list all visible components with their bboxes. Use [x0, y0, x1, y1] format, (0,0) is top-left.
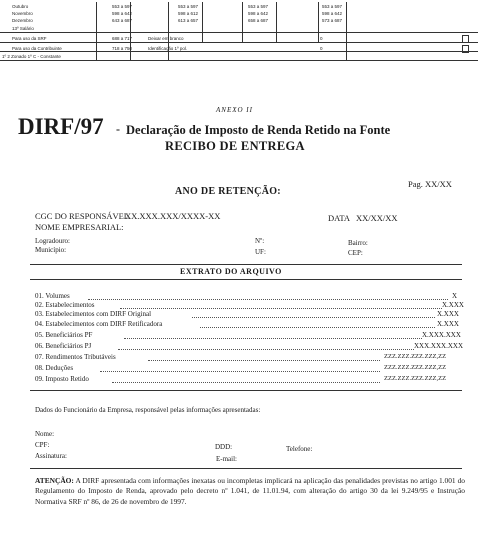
range-cell: 613 a 657 [178, 18, 199, 23]
range-cell: 598 a 642 [248, 11, 269, 16]
city-label: Município: [35, 246, 67, 254]
month-october: Outubro [12, 4, 29, 9]
mark-zero: 0 [320, 46, 323, 51]
staff-ddd-label: DDD: [215, 443, 233, 451]
extract-item-label: 01. Volumes [35, 292, 70, 300]
range-cell: 598 a 642 [322, 11, 343, 16]
date-value: XX/XX/XX [356, 213, 398, 223]
date-label: DATA [328, 213, 350, 223]
attention-text: A DIRF apresentada com informações inexatas ou incompletas implicará na aplicação das penalidades previstas no artigo 1.001 do Regulamento do Imposto de Renda, aprovado pelo decreto nº 1.041, de 11.01.94, com alteração do artigo 30 da lei 9.249/95 e Instrução Normativa SRF nº 86, de 26 de novembro de 1997. [35, 476, 465, 506]
district-label: Bairro: [348, 239, 368, 247]
range-cell: 598 a 612 [178, 11, 199, 16]
staff-heading: Dados do Funcionário da Empresa, responsável pelas informações apresentadas: [35, 406, 261, 414]
attention-notice [35, 476, 465, 507]
check-box[interactable] [462, 35, 469, 43]
extract-item-label: 03. Estabelecimentos com DIRF Original [35, 310, 152, 318]
document-subtitle: Declaração de Imposto de Renda Retido na Fonte [126, 123, 391, 137]
annex-label: ANEXO II [216, 106, 253, 114]
extract-item-value: X.XXX.XXX [422, 331, 461, 339]
street-label: Logradouro: [35, 237, 70, 245]
extract-item-value: X [452, 292, 458, 300]
range-cell: 573 a 687 [322, 18, 343, 23]
extract-item-label: 07. Rendimentos Tributáveis [35, 353, 116, 361]
mark-zero: 0 [320, 36, 323, 41]
check-box[interactable] [462, 45, 469, 53]
receipt-title: RECIBO DE ENTREGA [165, 139, 305, 153]
identification-note: Identificação 1º pol. [148, 46, 188, 51]
extract-item-label: 02. Estabelecimentos [35, 301, 95, 309]
extract-item-label: 09. Imposto Retido [35, 375, 89, 383]
extract-item-value: ZZZ.ZZZ.ZZZ.ZZZ,ZZ [384, 353, 447, 360]
extract-item-label: 08. Deduções [35, 364, 74, 372]
extract-item-value: X.XXX [442, 301, 464, 309]
range-cell: 553 a 597 [112, 4, 133, 9]
extract-item-value: ZZZ.ZZZ.ZZZ.ZZZ,ZZ [384, 375, 447, 382]
extract-item-value: XXX.XXX.XXX [414, 342, 463, 350]
number-label: Nº: [255, 237, 265, 245]
extract-title: EXTRATO DO ARQUIVO [180, 267, 282, 276]
uf-label: UF: [255, 248, 266, 256]
extract-item-value: ZZZ.ZZZ.ZZZ.ZZZ,ZZ [384, 364, 447, 371]
cgc-label: CGC DO RESPONSÁVEL [35, 211, 129, 221]
extract-item-value: X.XXX [437, 320, 459, 328]
extract-item-label: 04. Estabelecimentos com DIRF Retificadora [35, 320, 163, 328]
month-december: Dezembro [12, 18, 33, 23]
month-november: Novembro [12, 11, 33, 16]
srf-use-label: Para uso da SRF [12, 36, 47, 41]
range-cell: 553 a 597 [178, 4, 199, 9]
title-dash: - [116, 122, 120, 136]
footer-note: 1º 2 Zonado 1º C - Constante [2, 54, 61, 59]
staff-phone-label: Telefone: [286, 445, 313, 453]
extract-item-label: 06. Beneficiários PJ [35, 342, 92, 350]
page-number: Pag. XX/XX [408, 179, 452, 189]
staff-email-label: E-mail: [216, 455, 237, 463]
leave-blank-note: Deixar em branco [148, 36, 184, 41]
taxpayer-use-label: Para uso da Contribuinte [12, 46, 62, 51]
range-cell: 643 a 687 [112, 18, 133, 23]
staff-signature-label: Assinatura: [35, 452, 67, 460]
month-13th: 13º Salário [12, 26, 34, 31]
range-cell: 688 a 717 [112, 36, 133, 41]
document-title: DIRF/97 [18, 114, 104, 139]
cep-label: CEP: [348, 249, 363, 257]
staff-name-label: Nome: [35, 430, 55, 438]
attention-label: ATENÇÃO: [35, 476, 74, 485]
extract-item-label: 05. Beneficiários PF [35, 331, 93, 339]
range-cell: 718 a 750 [112, 46, 133, 51]
range-cell: 658 a 687 [248, 18, 269, 23]
staff-cpf-label: CPF: [35, 441, 50, 449]
year-label: ANO DE RETENÇÃO: [175, 186, 281, 197]
range-cell: 598 a 642 [112, 11, 133, 16]
range-cell: 553 a 597 [248, 4, 269, 9]
extract-item-value: X.XXX [437, 310, 459, 318]
company-name-label: NOME EMPRESARIAL: [35, 222, 124, 232]
range-cell: 553 a 597 [322, 4, 343, 9]
cgc-value: XX.XXX.XXX/XXXX-XX [125, 211, 221, 221]
